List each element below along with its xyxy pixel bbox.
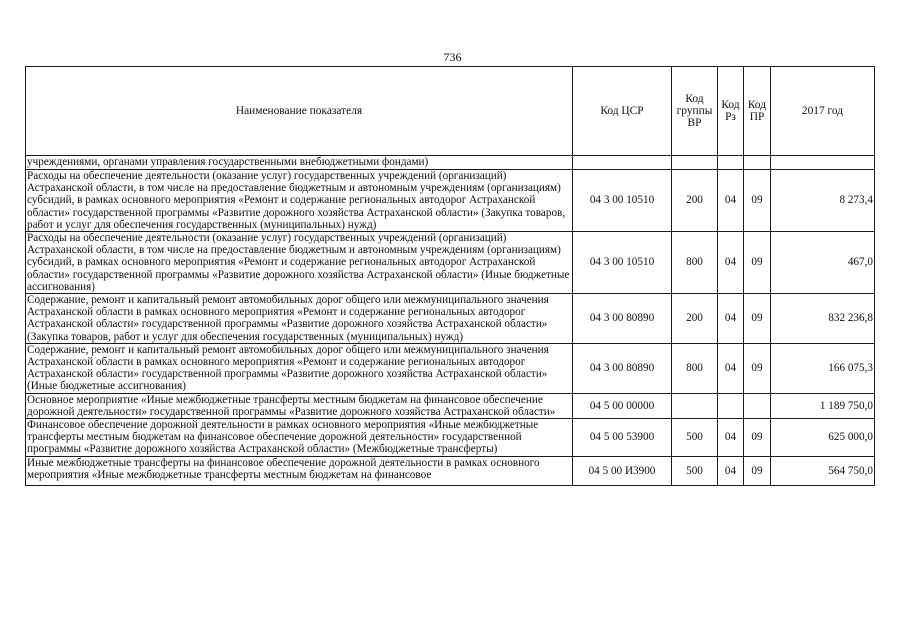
row-csr: 04 3 00 80890 <box>573 294 672 344</box>
row-vr: 800 <box>672 343 718 393</box>
table-row <box>26 232 875 294</box>
row-name: Финансовое обеспечение дорожной деятельности в рамках основного мероприятия «Иные межбюджетные трансферты местным бюджетам на финансовое обеспечение дорожной деятельности» государственной программы «Развитие дорожного хозяйства Астраханской области» (Межбюджетные трансферты) <box>26 419 573 457</box>
table-row <box>26 393 875 418</box>
row-amount: 166 075,3 <box>771 343 875 393</box>
row-pr <box>744 156 771 170</box>
table-row <box>26 294 875 344</box>
row-vr: 200 <box>672 294 718 344</box>
table-row <box>26 170 875 232</box>
row-pr: 09 <box>744 456 771 485</box>
row-pr: 09 <box>744 170 771 232</box>
row-csr: 04 3 00 10510 <box>573 232 672 294</box>
row-name: Иные межбюджетные трансферты на финансовое обеспечение дорожной деятельности в рамках основного мероприятия «Иные межбюджетные трансферты местным бюджетам на финансовое <box>26 456 573 485</box>
row-vr: 500 <box>672 456 718 485</box>
table-row <box>26 156 875 170</box>
row-amount: 832 236,8 <box>771 294 875 344</box>
row-rz <box>718 393 744 418</box>
row-name: Содержание, ремонт и капитальный ремонт автомобильных дорог общего или межмуниципального значения Астраханской области в рамках основного мероприятия «Ремонт и содержание региональных автодорог Астраханской области» государственной программы «Развитие дорожного хозяйства Астраханской области» (Иные бюджетные ассигнования) <box>26 343 573 393</box>
header-pr: Код ПР <box>744 67 771 156</box>
row-rz: 04 <box>718 232 744 294</box>
row-amount: 8 273,4 <box>771 170 875 232</box>
row-vr <box>672 393 718 418</box>
row-vr <box>672 156 718 170</box>
row-pr: 09 <box>744 343 771 393</box>
row-vr: 200 <box>672 170 718 232</box>
row-name: Содержание, ремонт и капитальный ремонт автомобильных дорог общего или межмуниципального значения Астраханской области в рамках основного мероприятия «Ремонт и содержание региональных автодорог Астраханской области» государственной программы «Развитие дорожного хозяйства Астраханской области» (Закупка товаров, работ и услуг для обеспечения государственных (муниципальных) нужд) <box>26 294 573 344</box>
budget-table <box>25 66 875 486</box>
header-year: 2017 год <box>771 67 875 156</box>
row-csr: 04 5 00 И3900 <box>573 456 672 485</box>
row-amount: 467,0 <box>771 232 875 294</box>
table-header-row <box>26 67 875 156</box>
row-pr: 09 <box>744 232 771 294</box>
row-rz: 04 <box>718 419 744 457</box>
row-vr: 800 <box>672 232 718 294</box>
row-amount <box>771 156 875 170</box>
row-csr <box>573 156 672 170</box>
row-csr: 04 5 00 00000 <box>573 393 672 418</box>
row-pr <box>744 393 771 418</box>
row-rz: 04 <box>718 456 744 485</box>
row-name: учреждениями, органами управления государственными внебюджетными фондами) <box>26 156 573 170</box>
table-row <box>26 456 875 485</box>
row-csr: 04 3 00 10510 <box>573 170 672 232</box>
header-vr: Код группы ВР <box>672 67 718 156</box>
row-name: Расходы на обеспечение деятельности (оказание услуг) государственных учреждений (организаций) Астраханской области, в том числе на предоставление бюджетным и автономным учреждениям (организациям) субсидий, в рамках основного мероприятия «Ремонт и содержание региональных автодорог Астраханской области» государственной программы «Развитие дорожного хозяйства Астраханской области» (Закупка товаров, работ и услуг для обеспечения государственных (муниципальных) нужд) <box>26 170 573 232</box>
row-rz: 04 <box>718 294 744 344</box>
table-row <box>26 343 875 393</box>
row-pr: 09 <box>744 419 771 457</box>
row-amount: 1 189 750,0 <box>771 393 875 418</box>
row-rz <box>718 156 744 170</box>
row-rz: 04 <box>718 343 744 393</box>
header-name: Наименование показателя <box>26 67 573 156</box>
page-number: 736 <box>443 50 462 64</box>
table-row <box>26 419 875 457</box>
row-csr: 04 5 00 53900 <box>573 419 672 457</box>
header-rz: Код Рз <box>718 67 744 156</box>
row-pr: 09 <box>744 294 771 344</box>
header-csr: Код ЦСР <box>573 67 672 156</box>
row-vr: 500 <box>672 419 718 457</box>
row-name: Расходы на обеспечение деятельности (оказание услуг) государственных учреждений (организаций) Астраханской области, в том числе на предоставление бюджетным и автономным учреждениям (организациям) субсидий, в рамках основного мероприятия «Ремонт и содержание региональных автодорог Астраханской области» государственной программы «Развитие дорожного хозяйства Астраханской области» (Иные бюджетные ассигнования) <box>26 232 573 294</box>
row-csr: 04 3 00 80890 <box>573 343 672 393</box>
row-rz: 04 <box>718 170 744 232</box>
row-name: Основное мероприятие «Иные межбюджетные трансферты местным бюджетам на финансовое обеспечение дорожной деятельности» государственной программы «Развитие дорожного хозяйства Астраханской области» <box>26 393 573 418</box>
row-amount: 564 750,0 <box>771 456 875 485</box>
row-amount: 625 000,0 <box>771 419 875 457</box>
